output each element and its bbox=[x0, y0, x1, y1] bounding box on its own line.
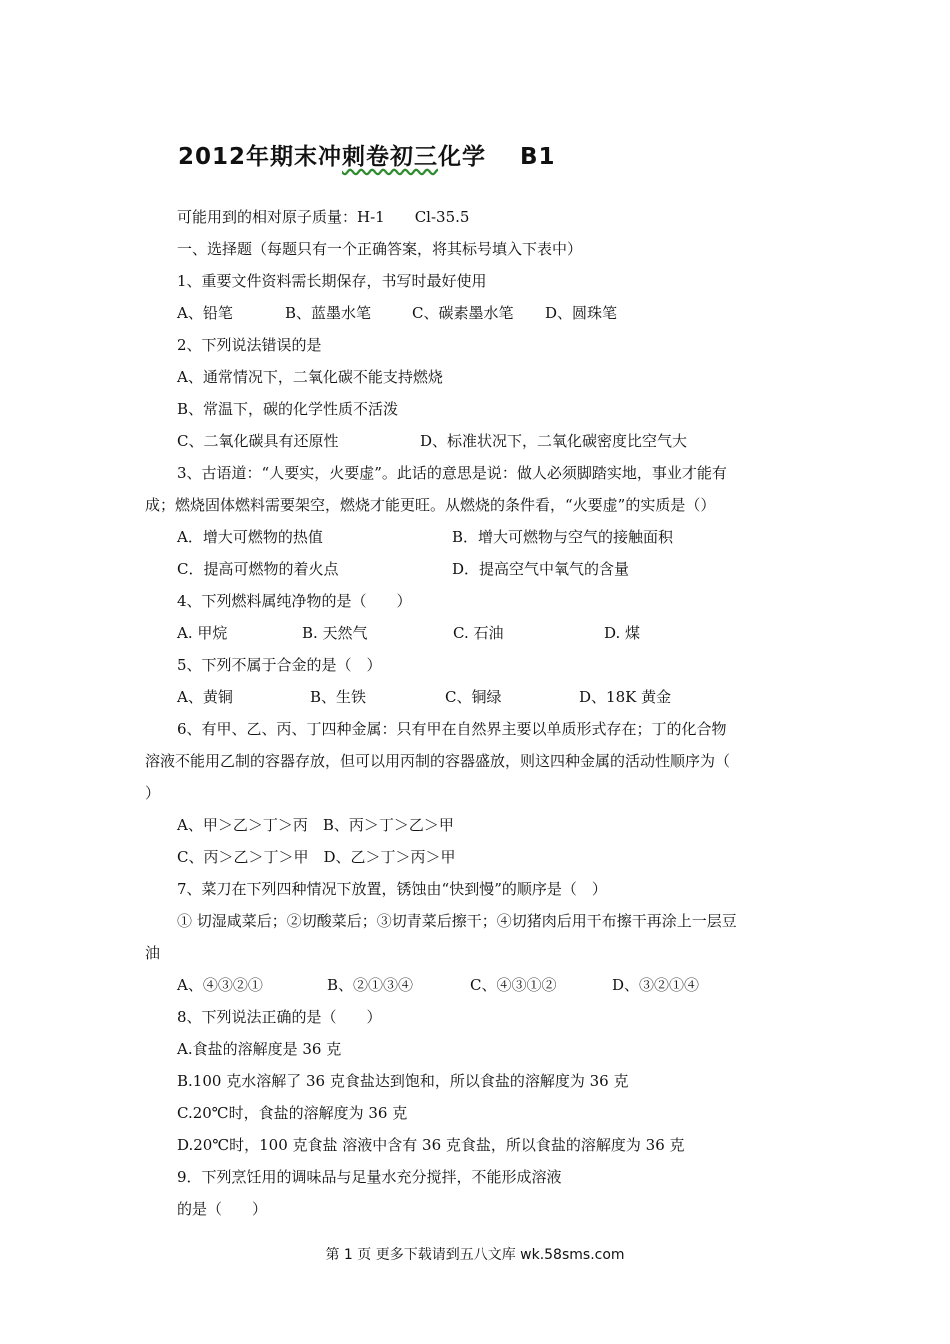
q3-option-d: D．提高空气中氧气的含量 bbox=[452, 560, 630, 578]
q1-option-c: C、碳素墨水笔 bbox=[412, 304, 514, 322]
q4-option-d: D. 煤 bbox=[604, 624, 641, 642]
q5-option-b: B、生铁 bbox=[310, 688, 367, 706]
q8-stem: 8、下列说法正确的是（ ） bbox=[177, 1008, 382, 1026]
title-part-underlined: 刺卷初三 bbox=[342, 144, 439, 170]
title-part-1: 2012年期末冲 bbox=[178, 144, 343, 170]
title-part-3: 化学 bbox=[438, 144, 487, 170]
q2-option-c: C、二氧化碳具有还原性 bbox=[177, 432, 339, 450]
q1-stem: 1、重要文件资料需长期保存，书写时最好使用 bbox=[177, 272, 487, 290]
q8-option-c: C.20℃时，食盐的溶解度为 36 克 bbox=[177, 1104, 408, 1122]
q7-option-d: D、③②①④ bbox=[612, 976, 700, 994]
q7-option-a: A、④③②① bbox=[177, 976, 263, 994]
q2-stem: 2、下列说法错误的是 bbox=[177, 336, 322, 354]
q5-option-a: A、黄铜 bbox=[177, 688, 233, 706]
q2-option-d: D、标准状况下，二氧化碳密度比空气大 bbox=[420, 432, 688, 450]
q2-option-b: B、常温下，碳的化学性质不活泼 bbox=[177, 400, 399, 418]
q1-option-b: B、蓝墨水笔 bbox=[285, 304, 372, 322]
q3-option-c: C．提高可燃物的着火点 bbox=[177, 560, 339, 578]
section-heading: 一、选择题（每题只有一个正确答案，将其标号填入下表中） bbox=[177, 240, 583, 258]
q3-stem-line-1: 3、古语道：“人要实，火要虚”。此话的意思是说：做人必须脚踏实地，事业才能有 bbox=[177, 464, 727, 482]
q8-option-b: B.100 克水溶解了 36 克食盐达到饱和，所以食盐的溶解度为 36 克 bbox=[177, 1072, 629, 1090]
atomic-mass-line: 可能用到的相对原子质量：H-1 Cl-35.5 bbox=[177, 208, 470, 226]
q2-option-a: A、通常情况下，二氧化碳不能支持燃烧 bbox=[177, 368, 443, 386]
title-code: B1 bbox=[520, 144, 556, 170]
q6-options-cd: C、丙＞乙＞丁＞甲 D、乙＞丁＞丙＞甲 bbox=[177, 848, 456, 866]
q7-stem: 7、菜刀在下列四种情况下放置，锈蚀由“快到慢”的顺序是（ ） bbox=[177, 880, 607, 898]
q4-stem: 4、下列燃料属纯净物的是（ ） bbox=[177, 592, 412, 610]
q5-option-c: C、铜绿 bbox=[445, 688, 502, 706]
q9-stem-line-2: 的是（ ） bbox=[177, 1200, 268, 1218]
page-footer: 第 1 页 更多下载请到五八文库 wk.58sms.com bbox=[325, 1247, 625, 1263]
q7-option-b: B、②①③④ bbox=[327, 976, 414, 994]
q8-option-d: D.20℃时，100 克食盐 溶液中含有 36 克食盐，所以食盐的溶解度为 36 克 bbox=[177, 1136, 685, 1154]
q6-stem-line-2: 溶液不能用乙制的容器存放，但可以用丙制的容器盛放，则这四种金属的活动性顺序为（ bbox=[145, 752, 731, 770]
page-title bbox=[178, 138, 556, 171]
q9-stem: 9．下列烹饪用的调味品与足量水充分搅拌，不能形成溶液 bbox=[177, 1168, 562, 1186]
q3-option-a: A．增大可燃物的热值 bbox=[177, 528, 323, 546]
q1-option-d: D、圆珠笔 bbox=[545, 304, 618, 322]
q4-option-a: A. 甲烷 bbox=[177, 624, 228, 642]
q1-option-a: A、铅笔 bbox=[177, 304, 233, 322]
q5-stem: 5、下列不属于合金的是（ ） bbox=[177, 656, 382, 674]
q7-option-c: C、④③①② bbox=[470, 976, 557, 994]
q3-option-b: B．增大可燃物与空气的接触面积 bbox=[452, 528, 674, 546]
q5-option-d: D、18K 黄金 bbox=[579, 688, 672, 706]
q6-stem-line-3: ） bbox=[145, 784, 161, 802]
q7-conditions-line-2: 油 bbox=[145, 944, 161, 962]
q8-option-a: A.食盐的溶解度是 36 克 bbox=[177, 1040, 342, 1058]
q4-option-c: C. 石油 bbox=[453, 624, 504, 642]
q6-options-ab: A、甲＞乙＞丁＞丙 B、丙＞丁＞乙＞甲 bbox=[177, 816, 454, 834]
q3-stem-line-2: 成；燃烧固体燃料需要架空，燃烧才能更旺。从燃烧的条件看，“火要虚”的实质是（） bbox=[145, 496, 716, 514]
q7-conditions-line-1: ① 切湿咸菜后；②切酸菜后；③切青菜后擦干；④切猪肉后用干布擦干再涂上一层豆 bbox=[177, 912, 737, 930]
q4-option-b: B. 天然气 bbox=[302, 624, 368, 642]
q6-stem-line-1: 6、有甲、乙、丙、丁四种金属：只有甲在自然界主要以单质形式存在；丁的化合物 bbox=[177, 720, 727, 738]
